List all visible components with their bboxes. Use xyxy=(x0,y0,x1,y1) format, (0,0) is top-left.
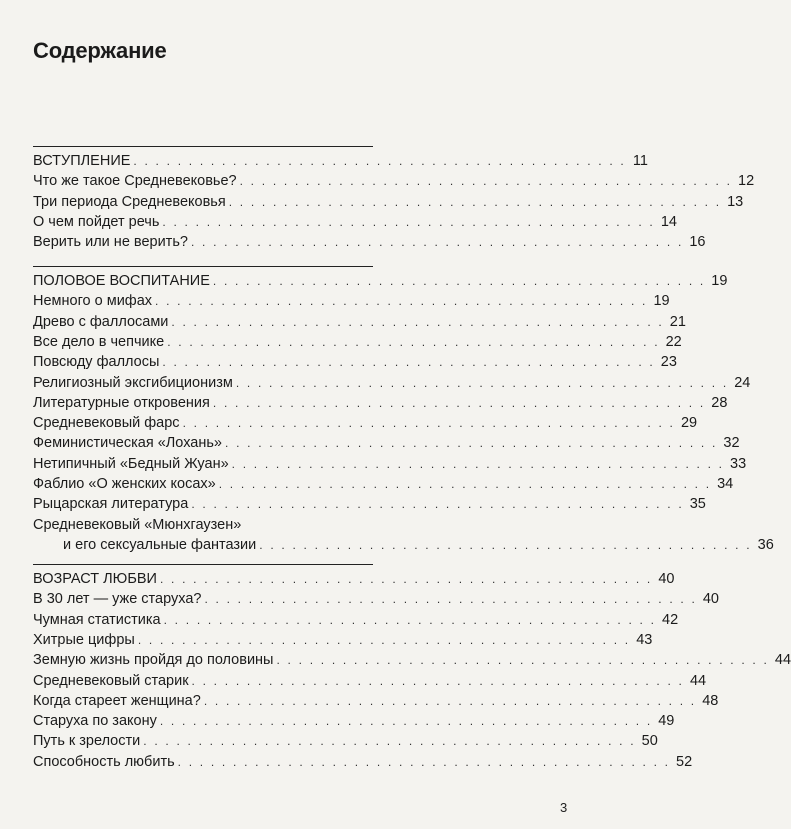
toc-entry-title: Религиозный эксгибиционизм xyxy=(33,374,233,391)
toc-entry-title: Средневековый «Мюнхгаузен» xyxy=(33,516,242,533)
toc-page-number: 50 xyxy=(641,733,658,750)
toc-entry-title: и его сексуальные фантазии xyxy=(63,536,257,553)
toc-entry xyxy=(33,211,677,231)
toc-dot-leader: . . . . . . . . . . . . . . . . . . . . . . . . . . . . . . . . . . . . . . . . . . . . . xyxy=(225,436,718,451)
toc-entry xyxy=(33,670,707,690)
toc-page-number: 40 xyxy=(658,571,675,587)
toc-dot-leader: . . . . . . . . . . . . . . . . . . . . . . . . . . . . . . . . . . . . . . . . . . . . . xyxy=(190,235,684,250)
toc-entry xyxy=(33,514,373,534)
toc-entry-title: Когда стареет женщина? xyxy=(33,692,201,709)
toc-entry xyxy=(33,412,698,432)
toc-page-number: 28 xyxy=(711,394,728,411)
toc-entry-title: Старуха по закону xyxy=(33,713,157,730)
toc-dot-leader: . . . . . . . . . . . . . . . . . . . . . . . . . . . . . . . . . . . . . . . . . . . . . xyxy=(171,314,664,329)
toc-entry-title: Нетипичный «Бедный Жуан» xyxy=(33,455,229,472)
toc-entry xyxy=(33,392,728,412)
toc-entry xyxy=(33,493,706,513)
toc-entry-title: О чем пойдет речь xyxy=(33,213,160,230)
toc-page-number: 12 xyxy=(738,173,755,190)
toc-entry xyxy=(33,191,744,211)
toc-page-number: 43 xyxy=(636,631,653,648)
toc-entry xyxy=(33,311,686,331)
toc-entry xyxy=(33,649,791,669)
toc-entry-title: Хитрые цифры xyxy=(33,631,135,648)
toc-page-number: 19 xyxy=(711,273,728,289)
toc-dot-leader: . . . . . . . . . . . . . . . . . . . . . . . . . . . . . . . . . . . . . . . . . . . . . xyxy=(182,416,676,431)
section-divider xyxy=(33,146,373,147)
toc-dot-leader: . . . . . . . . . . . . . . . . . . . . . . . . . . . . . . . . . . . . . . . . . . . . . xyxy=(218,477,712,491)
toc-entry-title: Земную жизнь пройдя до половины xyxy=(33,652,274,669)
toc-page-number: 19 xyxy=(653,293,670,310)
toc-entry xyxy=(33,290,670,310)
toc-dot-leader: . . . . . . . . . . . . . . . . . . . . . . . . . . . . . . . . . . . . . . . . . . . . . xyxy=(212,274,706,288)
toc-entry xyxy=(33,432,740,452)
toc-entry-title: Средневековый фарс xyxy=(33,415,180,432)
toc-dot-leader: . . . . . . . . . . . . . . . . . . . . . . . . . . . . . . . . . . . . . . . . . . . . . xyxy=(167,334,660,349)
toc-page-number: 29 xyxy=(680,415,698,432)
toc-dot-leader: . . . . . . . . . . . . . . . . . . . . . . . . . . . . . . . . . . . . . . . . . . . . . xyxy=(203,693,697,708)
toc-dot-leader: . . . . . . . . . . . . . . . . . . . . . . . . . . . . . . . . . . . . . . . . . . . . . xyxy=(162,355,655,370)
toc-entry-title: Путь к зрелости xyxy=(33,733,141,750)
toc-page-number: 40 xyxy=(702,591,719,608)
toc-dot-leader: . . . . . . . . . . . . . . . . . . . . . . . . . . . . . . . . . . . . . . . . . . . . . xyxy=(259,537,752,552)
toc-page-number: 36 xyxy=(757,536,774,553)
toc-dot-leader: . . . . . . . . . . . . . . . . . . . . . . . . . . . . . . . . . . . . . . . . . . . . . xyxy=(228,194,722,209)
toc-page-number: 11 xyxy=(632,153,648,169)
toc-page-number: 21 xyxy=(669,313,686,330)
toc-dot-leader: . . . . . . . . . . . . . . . . . . . . . . . . . . . . . . . . . . . . . . . . . . . . . xyxy=(137,632,631,647)
toc-entry-title: Повсюду фаллосы xyxy=(33,354,160,371)
toc-page-number: 14 xyxy=(660,213,677,230)
toc-entry-title: Средневековый старик xyxy=(33,672,189,689)
toc-dot-leader: . . . . . . . . . . . . . . . . . . . . . . . . . . . . . . . . . . . . . . . . . . . . . xyxy=(163,612,657,627)
toc-page-number: 48 xyxy=(702,692,719,709)
toc-entry xyxy=(33,609,679,629)
toc-entry xyxy=(33,690,719,710)
toc-entry-title: Верить или не верить? xyxy=(33,234,188,251)
toc-entry xyxy=(33,588,719,608)
toc-section-heading xyxy=(33,270,728,290)
toc-entry xyxy=(33,170,755,190)
toc-entry xyxy=(33,351,677,371)
toc-entry-title: Чумная статистика xyxy=(33,611,161,628)
toc-entry-title: Три периода Средневековья xyxy=(33,193,226,210)
toc-entry-title: Что же такое Средневековье? xyxy=(33,173,237,190)
toc-page-number: 23 xyxy=(660,354,677,371)
toc-entry xyxy=(33,453,747,473)
toc-dot-leader: . . . . . . . . . . . . . . . . . . . . . . . . . . . . . . . . . . . . . . . . . . . . . xyxy=(133,154,626,168)
section-divider xyxy=(33,564,373,565)
toc-page-number: 13 xyxy=(727,193,744,210)
section-divider xyxy=(33,266,373,267)
toc-entry-title: Все дело в чепчике xyxy=(33,333,165,350)
toc-dot-leader: . . . . . . . . . . . . . . . . . . . . . . . . . . . . . . . . . . . . . . . . . . . . . xyxy=(212,395,706,410)
toc-entry xyxy=(33,730,658,750)
toc-page-number: 33 xyxy=(730,455,747,472)
toc-page-number: 44 xyxy=(689,672,707,689)
toc-page-number: 34 xyxy=(717,476,734,492)
toc-page-number: 35 xyxy=(689,496,706,513)
page-number: 3 xyxy=(560,800,568,815)
toc-dot-leader: . . . . . . . . . . . . . . . . . . . . . . . . . . . . . . . . . . . . . . . . . . . . . xyxy=(204,592,697,607)
toc-entry-title: ВОЗРАСТ ЛЮБВИ xyxy=(33,571,157,587)
toc-entry-title: ПОЛОВОЕ ВОСПИТАНИЕ xyxy=(33,273,210,289)
toc-page-number: 52 xyxy=(676,753,693,770)
toc-entry-title: Феминистическая «Лохань» xyxy=(33,435,222,452)
toc-dot-leader: . . . . . . . . . . . . . . . . . . . . . . . . . . . . . . . . . . . . . . . . . . . . . xyxy=(191,673,685,688)
toc-dot-leader: . . . . . . . . . . . . . . . . . . . . . . . . . . . . . . . . . . . . . . . . . . . . . xyxy=(143,734,636,749)
toc-entry xyxy=(33,473,734,493)
toc-page-number: 16 xyxy=(689,234,706,251)
toc-page-number: 24 xyxy=(734,374,751,391)
toc-page-number: 22 xyxy=(665,333,682,350)
toc-dot-leader: . . . . . . . . . . . . . . . . . . . . . . . . . . . . . . . . . . . . . . . . . . . . . xyxy=(235,375,729,390)
toc-dot-leader: . . . . . . . . . . . . . . . . . . . . . . . . . . . . . . . . . . . . . . . . . . . . . xyxy=(155,294,648,309)
toc-entry-title: Способность любить xyxy=(33,753,175,770)
toc-dot-leader: . . . . . . . . . . . . . . . . . . . . . . . . . . . . . . . . . . . . . . . . . . . . . xyxy=(276,653,770,668)
toc-entry-title: ВСТУПЛЕНИЕ xyxy=(33,153,131,169)
toc-dot-leader: . . . . . . . . . . . . . . . . . . . . . . . . . . . . . . . . . . . . . . . . . . . . . xyxy=(239,174,733,189)
toc-section-heading xyxy=(33,568,675,588)
toc-section-heading xyxy=(33,150,648,170)
toc-entry xyxy=(33,231,706,251)
toc-entry xyxy=(33,331,682,351)
toc-entry-title: Литературные откровения xyxy=(33,394,210,411)
toc-entry-title: Немного о мифах xyxy=(33,293,153,310)
toc-entry-title: Фаблио «О женских косах» xyxy=(33,476,216,492)
toc-dot-leader: . . . . . . . . . . . . . . . . . . . . . . . . . . . . . . . . . . . . . . . . . . . . . xyxy=(191,497,684,512)
toc-entry xyxy=(33,534,774,554)
toc-entry xyxy=(33,372,751,392)
toc-page-number: 42 xyxy=(662,611,679,628)
toc-dot-leader: . . . . . . . . . . . . . . . . . . . . . . . . . . . . . . . . . . . . . . . . . . . . . xyxy=(159,572,653,586)
toc-page-number: 44 xyxy=(774,652,791,669)
toc-entry xyxy=(33,751,693,771)
toc-page-number: 49 xyxy=(658,713,675,730)
toc-dot-leader: . . . . . . . . . . . . . . . . . . . . . . . . . . . . . . . . . . . . . . . . . . . . . xyxy=(159,714,653,729)
toc-dot-leader: . . . . . . . . . . . . . . . . . . . . . . . . . . . . . . . . . . . . . . . . . . . . . xyxy=(177,754,671,769)
toc-entry-title: Древо с фаллосами xyxy=(33,313,169,330)
toc-dot-leader: . . . . . . . . . . . . . . . . . . . . . . . . . . . . . . . . . . . . . . . . . . . . . xyxy=(231,456,725,471)
toc-entry-title: В 30 лет — уже старуха? xyxy=(33,591,202,608)
toc-entry xyxy=(33,629,653,649)
toc-entry xyxy=(33,710,675,730)
toc-dot-leader: . . . . . . . . . . . . . . . . . . . . . . . . . . . . . . . . . . . . . . . . . . . . . xyxy=(162,214,655,229)
page-title: Содержание xyxy=(33,38,167,63)
toc-entry-title: Рыцарская литература xyxy=(33,496,189,513)
toc-page-number: 32 xyxy=(723,435,740,452)
